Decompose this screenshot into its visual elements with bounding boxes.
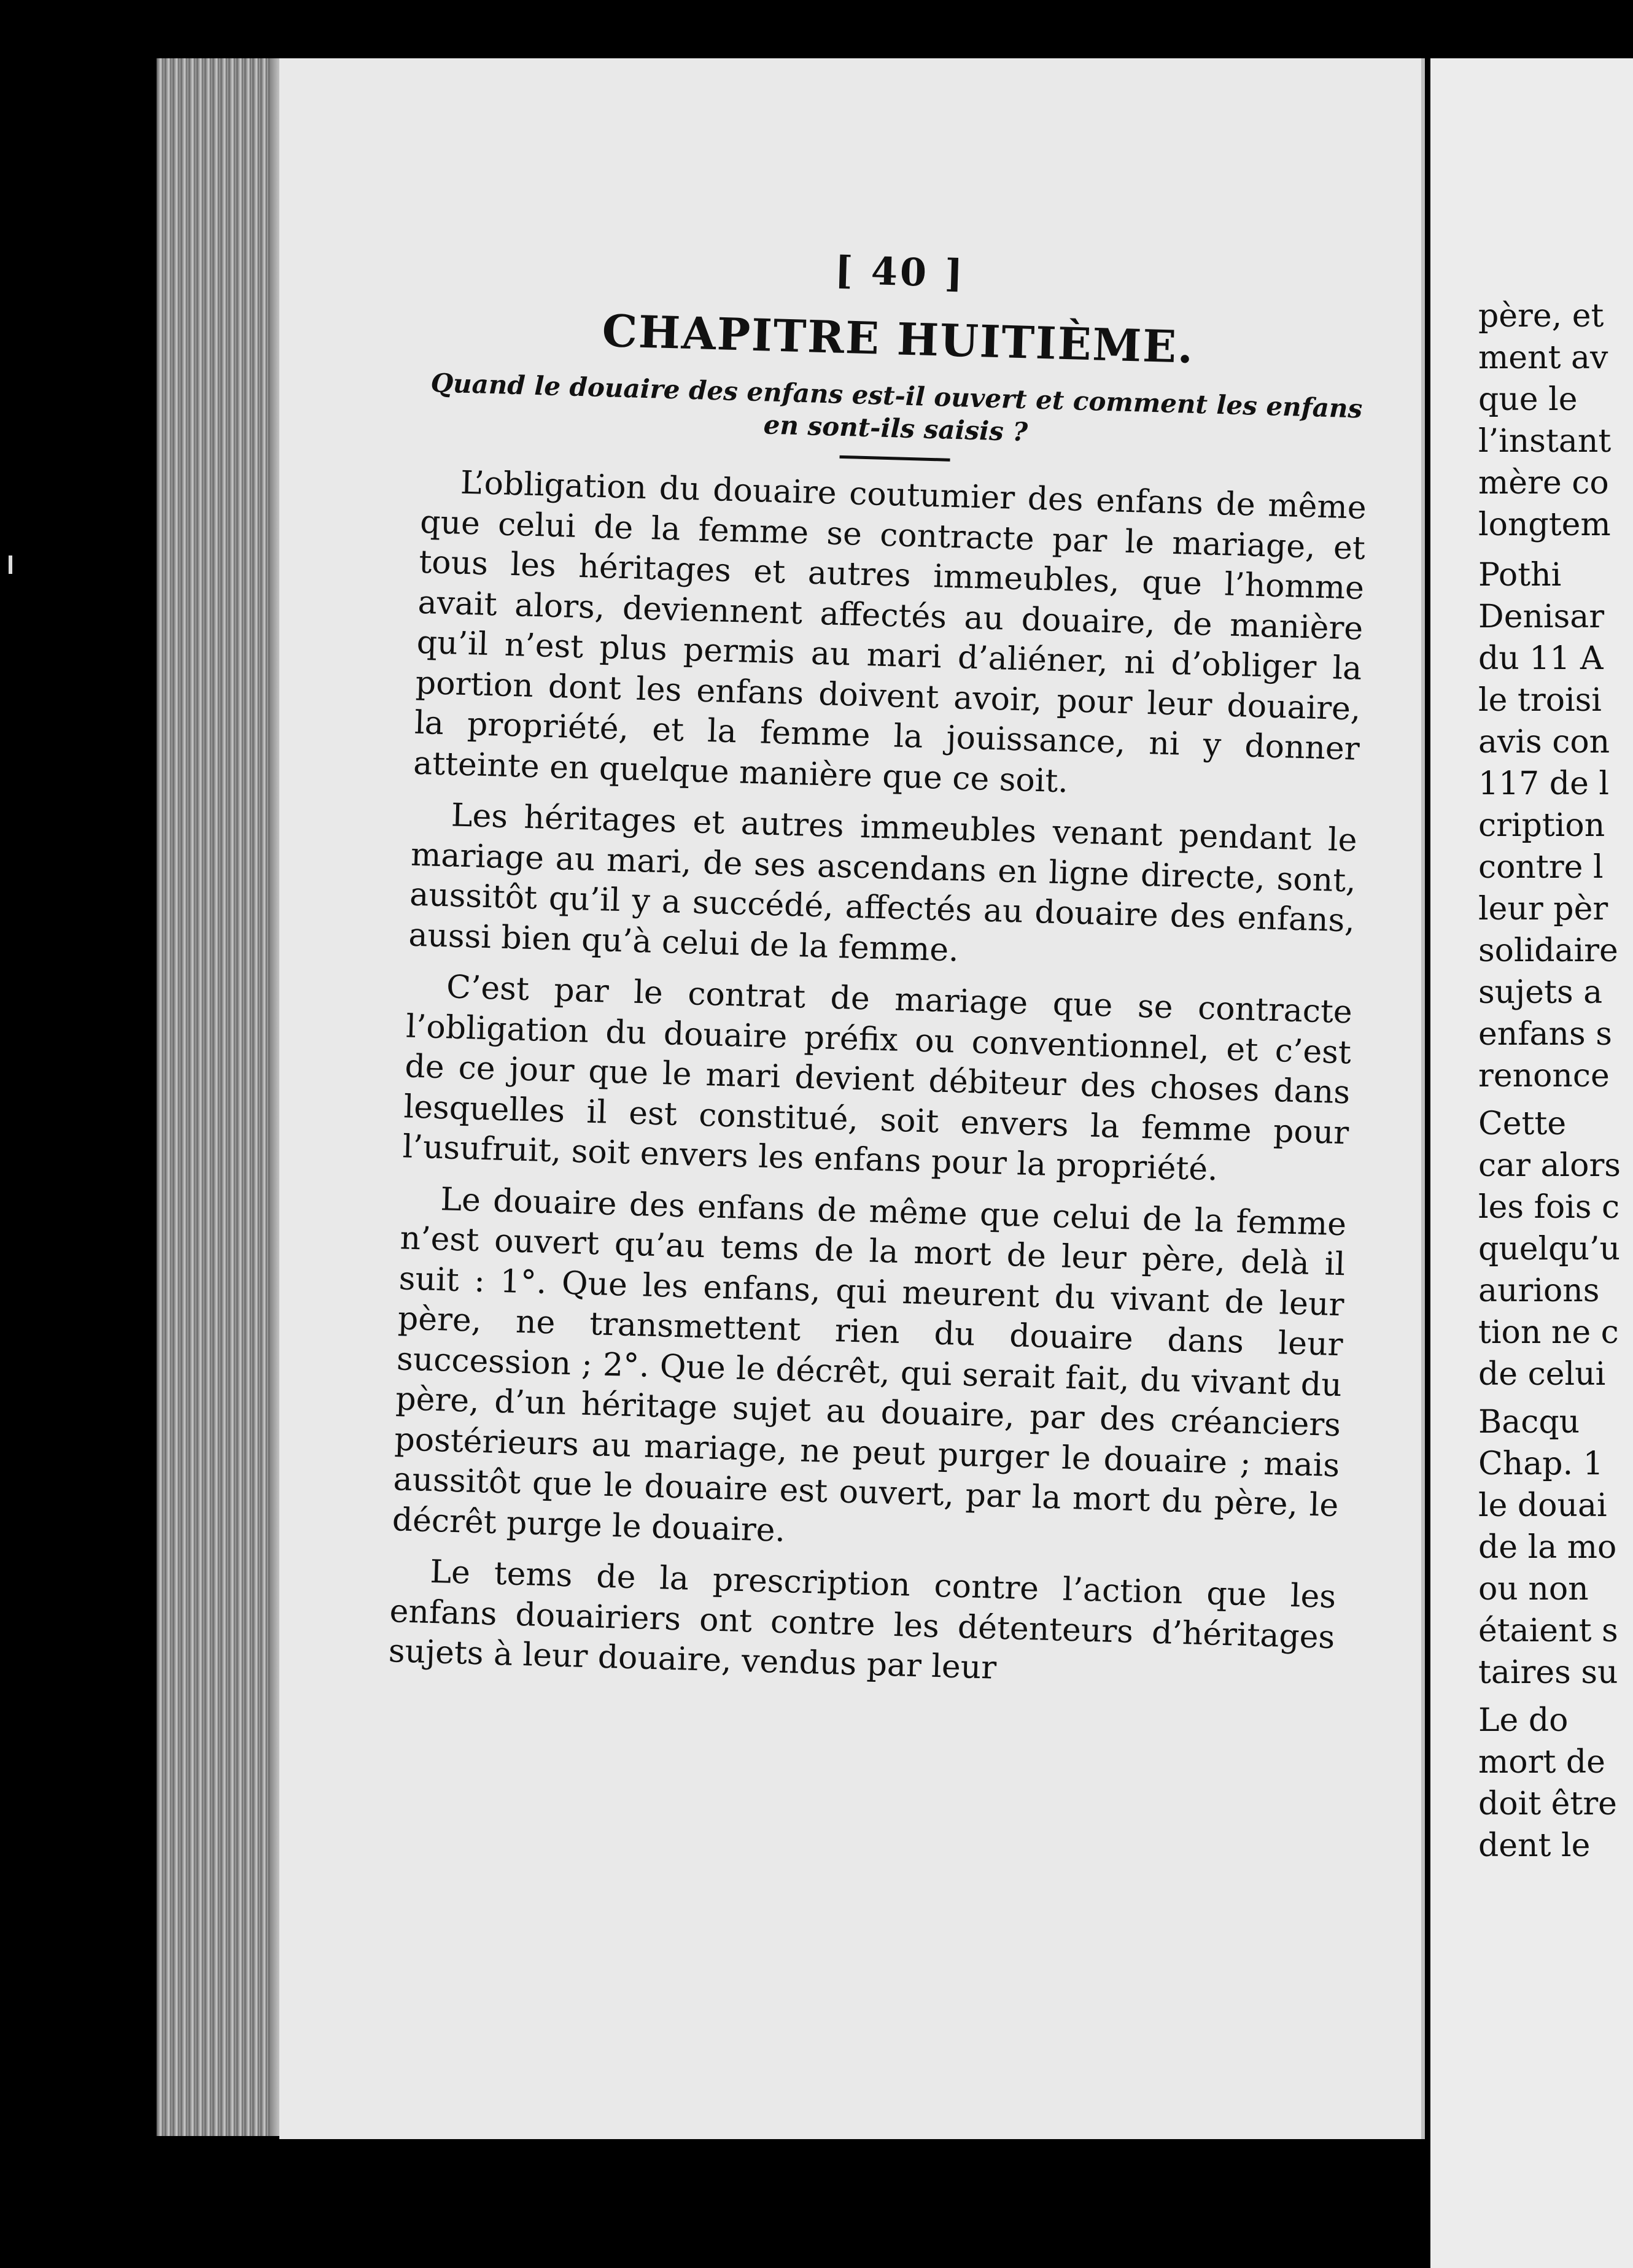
right-page-line: car alors: [1478, 1147, 1621, 1184]
right-page-line: Le do: [1478, 1702, 1569, 1739]
right-page-line: solidaire: [1478, 932, 1618, 969]
right-page: [1430, 58, 1633, 2268]
page-number: [ 40 ]: [834, 247, 966, 296]
right-page-line: de la mo: [1478, 1529, 1617, 1566]
left-page-content: [388, 178, 1375, 1709]
right-page-line: ou non: [1478, 1571, 1589, 1608]
right-page-line: enfans s: [1478, 1016, 1612, 1053]
paragraph: Le tems de la prescription contre l’action que les enfans douairiers ont contre les détenteurs d’héritages sujets à leur douaire, vendus par leur: [388, 1554, 1336, 1687]
page-edge-stack: [157, 58, 273, 2136]
right-page-line: tion ne c: [1478, 1314, 1619, 1351]
chapter-title: CHAPITRE HUITIÈME.: [601, 304, 1195, 373]
right-page-line: avis con: [1478, 724, 1610, 761]
right-page-line: le troisi: [1478, 682, 1602, 719]
right-page-line: contre l: [1478, 849, 1604, 886]
right-page-line: le douai: [1478, 1487, 1607, 1524]
right-page-line: les fois c: [1478, 1189, 1620, 1226]
paragraph: L’obligation du douaire coutumier des enfans de même que celui de la femme se contracte par le mariage, et tous les héritages et autres immeubles, que l’homme avait alors, deviennent affectés au douaire, de manière qu’il n’est plus permis au mari d’aliéner, ni d’obliger la portion dont les enfans doivent avoir, pour leur douaire, la propriété, et la femme la jouissance, ni y donner atteinte en quelque manière que ce soit.: [413, 464, 1367, 800]
right-page-line: Chap. 1: [1478, 1446, 1604, 1482]
right-page-line: que le: [1478, 381, 1578, 418]
right-page-line: Cette: [1478, 1105, 1567, 1142]
right-page-line: longtem: [1478, 506, 1611, 543]
margin-speck: [9, 555, 12, 574]
right-page-line: 117 de l: [1478, 765, 1610, 802]
right-page-line: mère co: [1478, 465, 1609, 501]
right-page-line: de celui: [1478, 1356, 1606, 1393]
chapter-subtitle: Quand le douaire des enfans est-il ouvert et comment les enfans en sont-ils saisis ?: [430, 368, 1363, 447]
right-page-line: cription: [1478, 807, 1605, 844]
paragraph: Le douaire des enfans de même que celui de la femme n’est ouvert qu’au tems de la mort de leur père, delà il suit : 1°. Que les enfans, qui meurent du vivant de leur père, ne transmettent rien du douaire dans leur succession ; 2°. Que le décrêt, qui serait fait, du vivant du père, d’un héritage sujet au douaire, par des créanciers postérieurs au mariage, ne peut purger le douaire ; mais aussitôt que le douaire est ouvert, par la mort du père, le décrêt purge le douaire.: [392, 1180, 1347, 1549]
right-page-line: renonce: [1478, 1058, 1610, 1094]
right-page-line: leur pèr: [1478, 891, 1608, 927]
title-rule: [840, 455, 950, 462]
right-page-line: père, et: [1478, 298, 1604, 335]
right-page-line: doit être: [1478, 1786, 1617, 1822]
right-page-line: taires su: [1478, 1654, 1618, 1691]
right-page-line: dent le: [1478, 1827, 1591, 1864]
paragraph: C’est par le contrat de mariage que se contracte l’obligation du douaire préfix ou conventionnel, et c’est de ce jour que le mari devient débiteur des choses dans lesquelles il est constitué, soit envers la femme pour l’usufruit, soit envers les enfans pour la propriété.: [402, 969, 1353, 1188]
left-page: [279, 58, 1425, 2139]
right-page-line: mort de: [1478, 1744, 1605, 1781]
right-page-line: ment av: [1478, 339, 1608, 376]
right-page-line: Denisar: [1478, 598, 1605, 635]
right-page-line: l’instant: [1478, 423, 1612, 460]
paragraph: Les héritages et autres immeubles venant pendant le mariage au mari, de ses ascendans en ligne directe, sont, aussitôt qu’il y a succédé, affectés au douaire des enfans, aussi bien qu’à celui de la femme.: [408, 797, 1358, 969]
right-page-line: étaient s: [1478, 1612, 1618, 1649]
right-page-line: Pothi: [1478, 557, 1562, 594]
right-page-line: du 11 A: [1478, 640, 1604, 677]
right-page-line: quelqu’u: [1478, 1231, 1620, 1268]
right-page-line: Bacqu: [1478, 1404, 1580, 1441]
right-page-line: sujets a: [1478, 974, 1603, 1011]
right-page-line: aurions: [1478, 1272, 1600, 1309]
